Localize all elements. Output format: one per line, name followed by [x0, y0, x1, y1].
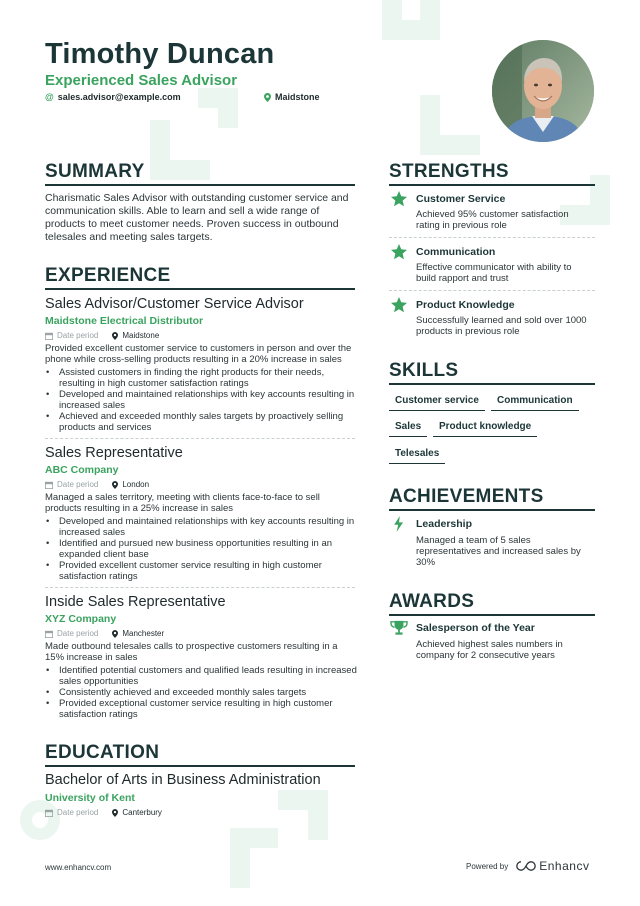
divider	[45, 587, 355, 588]
location-pin-icon	[112, 630, 118, 638]
company-name: ABC Company	[45, 464, 119, 476]
school-name: University of Kent	[45, 792, 135, 804]
decorative-shape	[230, 828, 278, 888]
job-date: Date period	[57, 480, 99, 489]
list-item: • Assisted customers in finding the right products for their needs, resulting in high customer satisfaction ratings	[45, 367, 357, 389]
star-icon	[390, 244, 408, 260]
list-item: • Provided excellent customer service resulting in high customer satisfaction ratings	[45, 560, 357, 582]
at-icon: @	[45, 92, 54, 102]
brand-logo[interactable]	[516, 859, 589, 873]
list-item: • Developed and maintained relationships with key accounts resulting in increased sales	[45, 516, 357, 538]
location-text: Maidstone	[275, 92, 320, 102]
strength-name: Product Knowledge	[416, 299, 515, 311]
divider	[389, 290, 595, 291]
list-item: • Achieved and exceeded monthly sales targets by proactively selling products and services	[45, 411, 357, 433]
decorative-shape	[198, 88, 238, 128]
education-location: Canterbury	[122, 808, 162, 817]
education-date: Date period	[57, 808, 99, 817]
job-description: Managed a sales territory, meeting with clients face-to-face to sell products resulting in a 25% increase in sales	[45, 492, 320, 514]
company-name: Maidstone Electrical Distributor	[45, 315, 204, 327]
job-bullets	[45, 665, 357, 720]
calendar-icon	[45, 332, 53, 340]
lightning-icon	[390, 516, 408, 532]
strength-name: Customer Service	[416, 193, 506, 205]
location-pin-icon	[112, 481, 118, 489]
job-title: Sales Advisor/Customer Service Advisor	[45, 296, 304, 312]
list-item: • Identified and pursued new business opportunities resulting in an expanded client base	[45, 538, 357, 560]
calendar-icon	[45, 630, 53, 638]
location-pin-icon	[112, 809, 118, 817]
email-text: sales.advisor@example.com	[57, 92, 181, 102]
awards-heading: AWARDS	[389, 591, 595, 616]
job-description: Made outbound telesales calls to prospective customers resulting in a 15% increase in sales	[45, 641, 338, 663]
experience-heading: EXPERIENCE	[45, 265, 355, 290]
powered-by-text: Powered by	[466, 861, 509, 871]
calendar-icon	[45, 481, 53, 489]
job-title: Sales Representative	[45, 445, 183, 461]
strength-text: Achieved 95% customer satisfaction rating in previous role	[416, 209, 569, 231]
star-icon	[390, 191, 408, 207]
footer-website[interactable]: www.enhancv.com	[45, 863, 112, 872]
strength-name: Communication	[416, 246, 496, 258]
education-heading: EDUCATION	[45, 742, 355, 767]
list-item: • Identified potential customers and qualified leads resulting in increased sales opportunities	[45, 665, 357, 687]
summary-text: Charismatic Sales Advisor with outstanding customer service and communication skills. Able to learn and sell a wide range of products to meet customer needs. Proven success in outbound telesales and meeting sales targets.	[45, 192, 349, 243]
skills-heading: SKILLS	[389, 360, 595, 385]
skill-tag: Sales	[389, 421, 427, 437]
decorative-shape	[278, 790, 328, 840]
divider	[389, 237, 595, 238]
location-pin-icon	[112, 332, 118, 340]
job-date: Date period	[57, 331, 99, 340]
footer-branding	[466, 859, 589, 873]
list-item: • Provided exceptional customer service resulting in high customer satisfaction ratings	[45, 698, 357, 720]
infinity-logo-icon	[516, 861, 536, 871]
degree-title: Bachelor of Arts in Business Administration	[45, 772, 321, 788]
job-date: Date period	[57, 629, 99, 638]
brand-name: Enhancv	[539, 859, 590, 873]
achievement-name: Leadership	[416, 518, 473, 530]
skill-tag: Product knowledge	[433, 421, 537, 437]
decorative-shape	[420, 95, 480, 155]
job-location: Maidstone	[122, 331, 160, 340]
star-icon	[390, 297, 408, 313]
company-name: XYZ Company	[45, 613, 117, 625]
list-item: • Consistently achieved and exceeded monthly sales targets	[45, 687, 357, 698]
strength-text: Successfully learned and sold over 1000 products in previous role	[416, 315, 587, 337]
skill-tag: Telesales	[389, 448, 445, 464]
achievements-heading: ACHIEVEMENTS	[389, 486, 595, 511]
contact-email[interactable]	[45, 92, 181, 102]
education-meta	[45, 808, 162, 817]
job-location: London	[122, 480, 150, 489]
location-pin-icon	[264, 93, 271, 102]
list-item: • Developed and maintained relationships with key accounts resulting in increased sales	[45, 389, 357, 411]
calendar-icon	[45, 809, 53, 817]
profile-photo	[492, 40, 594, 142]
skill-tag: Customer service	[389, 395, 485, 411]
divider	[45, 438, 355, 439]
award-name: Salesperson of the Year	[416, 622, 535, 634]
strength-text: Effective communicator with ability to build rapport and trust	[416, 262, 572, 284]
award-text: Achieved highest sales numbers in company for 2 consecutive years	[416, 639, 563, 661]
job-title: Inside Sales Representative	[45, 594, 226, 610]
strengths-heading: STRENGTHS	[389, 161, 595, 186]
candidate-role: Experienced Sales Advisor	[45, 72, 238, 89]
job-location: Manchester	[122, 629, 165, 638]
job-description: Provided excellent customer service to customers in person and over the phone while cross-selling products resulting in a 20% increase in sales	[45, 343, 352, 365]
job-bullets	[45, 367, 357, 433]
job-meta	[45, 480, 149, 489]
trophy-icon	[390, 620, 408, 636]
job-meta	[45, 331, 159, 340]
job-bullets	[45, 516, 357, 582]
decorative-shape	[20, 800, 60, 840]
contact-location	[264, 92, 320, 102]
summary-heading: SUMMARY	[45, 161, 355, 186]
candidate-name: Timothy Duncan	[45, 38, 275, 70]
skill-tag: Communication	[491, 395, 579, 411]
achievement-text: Managed a team of 5 sales representatives and increased sales by 30%	[416, 535, 581, 568]
decorative-shape	[382, 0, 440, 40]
job-meta	[45, 629, 164, 638]
